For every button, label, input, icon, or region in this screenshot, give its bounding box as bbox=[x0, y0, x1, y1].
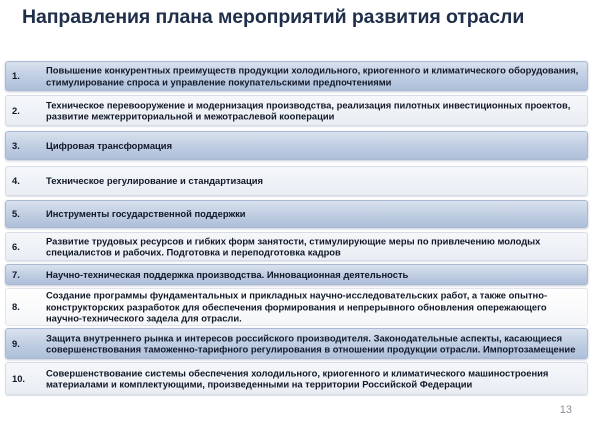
item-number: 2. bbox=[12, 104, 20, 116]
list-item-5 bbox=[5, 200, 588, 228]
slide-title: Направления плана мероприятий развития отрасли bbox=[22, 6, 525, 28]
item-number: 9. bbox=[12, 337, 20, 349]
item-text: Повышение конкурентных преимуществ продукции холодильного, криогенного и климатического оборудования, стимулирование спроса и управление покупательскими предпочтениями bbox=[46, 64, 579, 87]
item-number: 6. bbox=[12, 240, 20, 252]
item-number: 10. bbox=[12, 372, 26, 384]
item-number: 8. bbox=[12, 301, 20, 313]
list-item-6 bbox=[5, 232, 588, 261]
item-number: 3. bbox=[12, 139, 20, 151]
item-number: 7. bbox=[12, 268, 20, 280]
item-number: 1. bbox=[12, 70, 20, 82]
item-text: Научно-техническая поддержка производства. Инновационная деятельность bbox=[46, 268, 409, 280]
item-text: Техническое регулирование и стандартизация bbox=[46, 175, 263, 187]
item-number: 4. bbox=[12, 175, 20, 187]
list-item-9 bbox=[5, 328, 588, 359]
item-text: Цифровая трансформация bbox=[46, 139, 173, 151]
item-text: Создание программы фундаментальных и прикладных научно-исследовательских работ, а также опытно-конструкторских разработок для обеспечения формирования и непрерывного обновления опережающего научно-технического задела для отрасли. bbox=[46, 289, 548, 324]
list-item-1 bbox=[5, 61, 588, 91]
item-number: 5. bbox=[12, 208, 20, 220]
item-text: Защита внутреннего рынка и интересов российского производителя. Законодательные аспекты, касающиеся совершенствования таможенно-тарифного регулирования в отношении продукции отрасли. Импортозамещение bbox=[46, 331, 576, 355]
list-item-3 bbox=[5, 131, 588, 160]
list-item-8 bbox=[5, 288, 588, 326]
list-item-7 bbox=[5, 264, 588, 285]
list-item-10 bbox=[5, 362, 588, 395]
list-item-2 bbox=[5, 95, 588, 126]
item-text: Техническое перевооружение и модернизация производства, реализация пилотных инвестиционных проектов, развитие межтерриториальной и межотраслевой кооперации bbox=[46, 98, 571, 122]
page-number: 13 bbox=[559, 404, 572, 416]
list-item-4 bbox=[5, 166, 588, 196]
item-text: Совершенствование системы обеспечения холодильного, криогенного и климатического машиностроения материалами и комплектующими, произведенными на территории Российской Федерации bbox=[46, 366, 549, 390]
item-text: Инструменты государственной поддержки bbox=[46, 208, 246, 220]
item-text: Развитие трудовых ресурсов и гибких форм занятости, стимулирующие меры по привлечению молодых специалистов и рабочих. Подготовка и переподготовка кадров bbox=[46, 234, 541, 258]
